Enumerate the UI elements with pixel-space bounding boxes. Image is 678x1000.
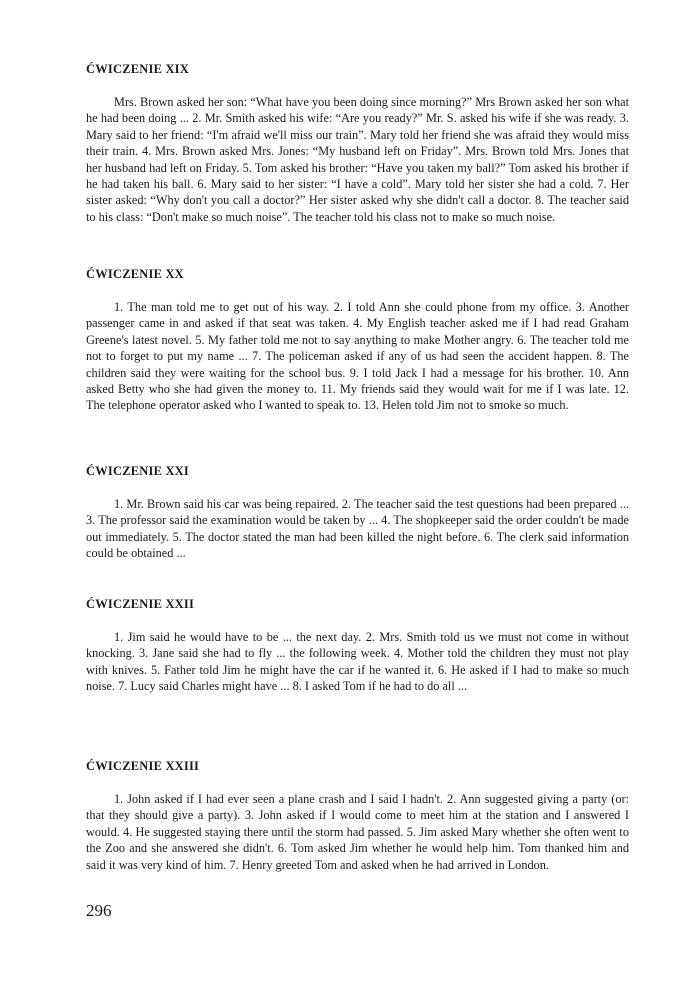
exercise-section-22 [86,596,629,695]
exercise-section-23 [86,758,629,873]
exercise-answer-text: 1. Jim said he would have to be ... the next day. 2. Mrs. Smith told us we must not come in without knocking. 3. Jane said she had to fly ... the following week. 4. Mother told the children they must not play with knives. 5. Father told Jim he might have the car if he wanted it. 6. He asked if I had to make so much noise. 7. Lucy said Charles might have ... 8. I asked Tom if he had to do all ... [86,630,629,694]
exercise-heading: ĆWICZENIE XX [86,267,184,281]
exercise-heading: ĆWICZENIE XXII [86,597,195,611]
exercise-section-20 [86,266,629,414]
exercise-answer-text: 1. The man told me to get out of his way. 2. I told Ann she could phone from my office. 3. Another passenger came in and asked if that seat was taken. 4. My English teacher asked me if I had read Graham Greene's latest novel. 5. My father told me not to say anything to make Mother angry. 6. The teacher told me not to forget to put my name ... 7. The policeman asked if any of us had seen the accident happen. 8. The children said they were waiting for the school bus. 9. I told Jack I had a message for his brother. 10. Ann asked Betty who she had given the money to. 11. My friends said they would wait for me if I was late. 12. The telephone operator asked who I wanted to speak to. 13. Helen told Jim not to smoke so much. [86,300,629,413]
exercise-answer-text: 1. Mr. Brown said his car was being repaired. 2. The teacher said the test questions had been prepared ... 3. The professor said the examination would be taken by ... 4. The shopkeeper said the order couldn't be made out immediately. 5. The doctor stated the man had been killed the night before. 6. The clerk said information could be obtained ... [86,497,629,561]
page-number: 296 [86,901,112,920]
exercise-heading: ĆWICZENIE XXIII [86,759,200,773]
exercise-section-19 [86,61,629,225]
exercise-section-21 [86,463,629,562]
exercise-answer-text: Mrs. Brown asked her son: “What have you been doing since morning?” Mrs Brown asked her son what he had been doing ... 2. Mr. Smith asked his wife: “Are you ready?” Mr. S. asked his wife if she was ready. 3. Mary said to her friend: “I'm afraid we'll miss our train”. Mary told her friend she was afraid they would miss their train. 4. Mrs. Brown asked Mrs. Jones: “My husband left on Friday”. Mrs. Brown told Mrs. Jones that her husband had left on Friday. 5. Tom asked his brother: “Have you taken my ball?” Tom asked his brother if he had taken his ball. 6. Mary said to her sister: “I have a cold”. Mary told her sister she had a cold. 7. Her sister asked: “Why don't you call a doctor?” Her sister asked why she didn't call a doctor. 8. The teacher said to his class: “Don't make so much noise”. The teacher told his class not to make so much noise. [86,95,629,224]
exercise-heading: ĆWICZENIE XIX [86,62,189,76]
exercise-heading: ĆWICZENIE XXI [86,464,189,478]
exercise-answer-text: 1. John asked if I had ever seen a plane crash and I said I hadn't. 2. Ann suggested giving a party (or: that they should give a party). 3. John asked if I would come to meet him at the station and I answered I would. 4. He suggested staying there until the storm had passed. 5. Jim asked Mary whether she often went to the Zoo and she answered she didn't. 6. Tom asked Jim whether he would help him. Tom thanked him and said it was very kind of him. 7. Henry greeted Tom and asked when he had arrived in London. [86,792,629,872]
